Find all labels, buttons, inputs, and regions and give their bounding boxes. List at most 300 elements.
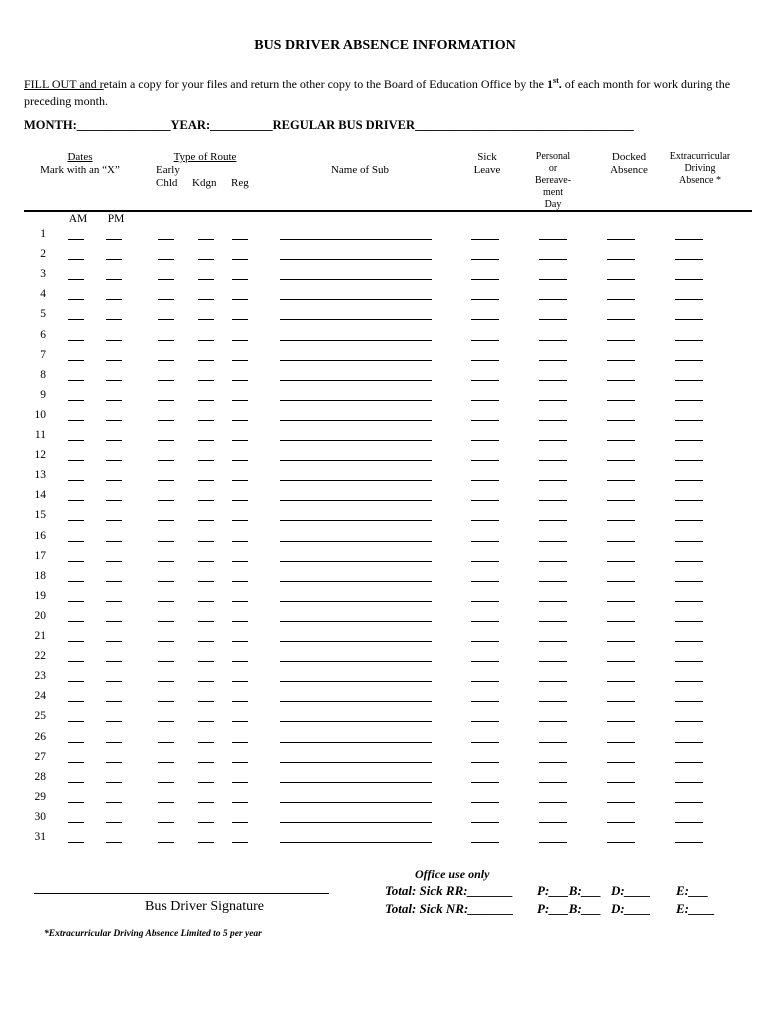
- sick-leave-blank[interactable]: [471, 842, 499, 843]
- personal-blank[interactable]: [539, 641, 567, 642]
- sick-leave-blank[interactable]: [471, 239, 499, 240]
- sub-name-blank[interactable]: [280, 742, 432, 743]
- sick-leave-blank[interactable]: [471, 480, 499, 481]
- personal-blank[interactable]: [539, 822, 567, 823]
- sub-name-blank[interactable]: [280, 460, 432, 461]
- kdgn-blank[interactable]: [198, 701, 214, 702]
- kdgn-blank[interactable]: [198, 400, 214, 401]
- extracurricular-blank[interactable]: [675, 541, 703, 542]
- early-chld-blank[interactable]: [158, 601, 174, 602]
- kdgn-blank[interactable]: [198, 641, 214, 642]
- sub-name-blank[interactable]: [280, 581, 432, 582]
- kdgn-blank[interactable]: [198, 480, 214, 481]
- pm-blank[interactable]: [106, 762, 122, 763]
- signature-line[interactable]: [34, 893, 329, 894]
- early-chld-blank[interactable]: [158, 581, 174, 582]
- extracurricular-blank[interactable]: [675, 701, 703, 702]
- reg-blank[interactable]: [232, 380, 248, 381]
- docked-blank[interactable]: [607, 239, 635, 240]
- early-chld-blank[interactable]: [158, 802, 174, 803]
- am-blank[interactable]: [68, 541, 84, 542]
- reg-blank[interactable]: [232, 742, 248, 743]
- sick-leave-blank[interactable]: [471, 822, 499, 823]
- early-chld-blank[interactable]: [158, 299, 174, 300]
- pm-blank[interactable]: [106, 279, 122, 280]
- pm-blank[interactable]: [106, 239, 122, 240]
- am-blank[interactable]: [68, 661, 84, 662]
- kdgn-blank[interactable]: [198, 460, 214, 461]
- extracurricular-blank[interactable]: [675, 822, 703, 823]
- am-blank[interactable]: [68, 822, 84, 823]
- personal-blank[interactable]: [539, 561, 567, 562]
- reg-blank[interactable]: [232, 802, 248, 803]
- extracurricular-blank[interactable]: [675, 742, 703, 743]
- reg-blank[interactable]: [232, 299, 248, 300]
- extracurricular-blank[interactable]: [675, 360, 703, 361]
- early-chld-blank[interactable]: [158, 340, 174, 341]
- sub-name-blank[interactable]: [280, 762, 432, 763]
- extracurricular-blank[interactable]: [675, 239, 703, 240]
- docked-blank[interactable]: [607, 380, 635, 381]
- pm-blank[interactable]: [106, 319, 122, 320]
- early-chld-blank[interactable]: [158, 319, 174, 320]
- early-chld-blank[interactable]: [158, 460, 174, 461]
- sub-name-blank[interactable]: [280, 641, 432, 642]
- personal-blank[interactable]: [539, 701, 567, 702]
- am-blank[interactable]: [68, 500, 84, 501]
- sub-name-blank[interactable]: [280, 440, 432, 441]
- early-chld-blank[interactable]: [158, 500, 174, 501]
- month-year-driver-line[interactable]: MONTH:_______________YEAR:__________REGULAR BUS DRIVER___________________________________: [24, 118, 634, 132]
- personal-blank[interactable]: [539, 500, 567, 501]
- am-blank[interactable]: [68, 742, 84, 743]
- docked-blank[interactable]: [607, 520, 635, 521]
- personal-blank[interactable]: [539, 340, 567, 341]
- docked-blank[interactable]: [607, 581, 635, 582]
- reg-blank[interactable]: [232, 520, 248, 521]
- docked-blank[interactable]: [607, 762, 635, 763]
- kdgn-blank[interactable]: [198, 360, 214, 361]
- reg-blank[interactable]: [232, 681, 248, 682]
- kdgn-blank[interactable]: [198, 440, 214, 441]
- am-blank[interactable]: [68, 681, 84, 682]
- docked-blank[interactable]: [607, 782, 635, 783]
- docked-blank[interactable]: [607, 842, 635, 843]
- early-chld-blank[interactable]: [158, 239, 174, 240]
- sick-leave-blank[interactable]: [471, 500, 499, 501]
- docked-blank[interactable]: [607, 742, 635, 743]
- pm-blank[interactable]: [106, 520, 122, 521]
- total-rr-extracurricular[interactable]: E:___: [676, 883, 709, 898]
- extracurricular-blank[interactable]: [675, 621, 703, 622]
- docked-blank[interactable]: [607, 259, 635, 260]
- sick-leave-blank[interactable]: [471, 561, 499, 562]
- extracurricular-blank[interactable]: [675, 340, 703, 341]
- kdgn-blank[interactable]: [198, 259, 214, 260]
- extracurricular-blank[interactable]: [675, 520, 703, 521]
- extracurricular-blank[interactable]: [675, 500, 703, 501]
- reg-blank[interactable]: [232, 782, 248, 783]
- pm-blank[interactable]: [106, 641, 122, 642]
- docked-blank[interactable]: [607, 360, 635, 361]
- reg-blank[interactable]: [232, 842, 248, 843]
- personal-blank[interactable]: [539, 681, 567, 682]
- early-chld-blank[interactable]: [158, 641, 174, 642]
- am-blank[interactable]: [68, 239, 84, 240]
- extracurricular-blank[interactable]: [675, 319, 703, 320]
- docked-blank[interactable]: [607, 641, 635, 642]
- kdgn-blank[interactable]: [198, 762, 214, 763]
- am-blank[interactable]: [68, 420, 84, 421]
- extracurricular-blank[interactable]: [675, 782, 703, 783]
- docked-blank[interactable]: [607, 701, 635, 702]
- kdgn-blank[interactable]: [198, 541, 214, 542]
- sub-name-blank[interactable]: [280, 239, 432, 240]
- reg-blank[interactable]: [232, 721, 248, 722]
- personal-blank[interactable]: [539, 802, 567, 803]
- pm-blank[interactable]: [106, 340, 122, 341]
- extracurricular-blank[interactable]: [675, 762, 703, 763]
- pm-blank[interactable]: [106, 701, 122, 702]
- kdgn-blank[interactable]: [198, 420, 214, 421]
- sub-name-blank[interactable]: [280, 822, 432, 823]
- sick-leave-blank[interactable]: [471, 701, 499, 702]
- sub-name-blank[interactable]: [280, 701, 432, 702]
- am-blank[interactable]: [68, 581, 84, 582]
- total-sick-nr[interactable]: Total: Sick NR:_______: [385, 901, 514, 916]
- reg-blank[interactable]: [232, 340, 248, 341]
- reg-blank[interactable]: [232, 661, 248, 662]
- am-blank[interactable]: [68, 762, 84, 763]
- sub-name-blank[interactable]: [280, 541, 432, 542]
- kdgn-blank[interactable]: [198, 380, 214, 381]
- pm-blank[interactable]: [106, 661, 122, 662]
- reg-blank[interactable]: [232, 601, 248, 602]
- early-chld-blank[interactable]: [158, 480, 174, 481]
- sick-leave-blank[interactable]: [471, 621, 499, 622]
- early-chld-blank[interactable]: [158, 742, 174, 743]
- personal-blank[interactable]: [539, 541, 567, 542]
- extracurricular-blank[interactable]: [675, 721, 703, 722]
- docked-blank[interactable]: [607, 440, 635, 441]
- kdgn-blank[interactable]: [198, 581, 214, 582]
- kdgn-blank[interactable]: [198, 742, 214, 743]
- pm-blank[interactable]: [106, 601, 122, 602]
- extracurricular-blank[interactable]: [675, 380, 703, 381]
- am-blank[interactable]: [68, 319, 84, 320]
- sub-name-blank[interactable]: [280, 259, 432, 260]
- early-chld-blank[interactable]: [158, 420, 174, 421]
- total-rr-personal-bereavement[interactable]: P:___B:___: [537, 883, 602, 898]
- kdgn-blank[interactable]: [198, 621, 214, 622]
- sub-name-blank[interactable]: [280, 601, 432, 602]
- docked-blank[interactable]: [607, 541, 635, 542]
- pm-blank[interactable]: [106, 360, 122, 361]
- personal-blank[interactable]: [539, 581, 567, 582]
- early-chld-blank[interactable]: [158, 721, 174, 722]
- am-blank[interactable]: [68, 259, 84, 260]
- kdgn-blank[interactable]: [198, 802, 214, 803]
- sub-name-blank[interactable]: [280, 480, 432, 481]
- am-blank[interactable]: [68, 460, 84, 461]
- sub-name-blank[interactable]: [280, 661, 432, 662]
- reg-blank[interactable]: [232, 360, 248, 361]
- reg-blank[interactable]: [232, 701, 248, 702]
- personal-blank[interactable]: [539, 661, 567, 662]
- early-chld-blank[interactable]: [158, 541, 174, 542]
- personal-blank[interactable]: [539, 460, 567, 461]
- kdgn-blank[interactable]: [198, 520, 214, 521]
- sub-name-blank[interactable]: [280, 520, 432, 521]
- docked-blank[interactable]: [607, 802, 635, 803]
- early-chld-blank[interactable]: [158, 762, 174, 763]
- am-blank[interactable]: [68, 641, 84, 642]
- pm-blank[interactable]: [106, 259, 122, 260]
- early-chld-blank[interactable]: [158, 701, 174, 702]
- reg-blank[interactable]: [232, 259, 248, 260]
- am-blank[interactable]: [68, 561, 84, 562]
- personal-blank[interactable]: [539, 842, 567, 843]
- personal-blank[interactable]: [539, 762, 567, 763]
- early-chld-blank[interactable]: [158, 440, 174, 441]
- total-nr-personal-bereavement[interactable]: P:___B:___: [537, 901, 602, 916]
- extracurricular-blank[interactable]: [675, 420, 703, 421]
- sub-name-blank[interactable]: [280, 561, 432, 562]
- kdgn-blank[interactable]: [198, 319, 214, 320]
- pm-blank[interactable]: [106, 581, 122, 582]
- reg-blank[interactable]: [232, 822, 248, 823]
- sub-name-blank[interactable]: [280, 721, 432, 722]
- sick-leave-blank[interactable]: [471, 340, 499, 341]
- pm-blank[interactable]: [106, 480, 122, 481]
- sub-name-blank[interactable]: [280, 319, 432, 320]
- extracurricular-blank[interactable]: [675, 802, 703, 803]
- extracurricular-blank[interactable]: [675, 259, 703, 260]
- sub-name-blank[interactable]: [280, 360, 432, 361]
- extracurricular-blank[interactable]: [675, 601, 703, 602]
- personal-blank[interactable]: [539, 259, 567, 260]
- pm-blank[interactable]: [106, 500, 122, 501]
- early-chld-blank[interactable]: [158, 561, 174, 562]
- reg-blank[interactable]: [232, 279, 248, 280]
- early-chld-blank[interactable]: [158, 400, 174, 401]
- am-blank[interactable]: [68, 440, 84, 441]
- sick-leave-blank[interactable]: [471, 380, 499, 381]
- pm-blank[interactable]: [106, 440, 122, 441]
- sick-leave-blank[interactable]: [471, 360, 499, 361]
- am-blank[interactable]: [68, 340, 84, 341]
- docked-blank[interactable]: [607, 621, 635, 622]
- extracurricular-blank[interactable]: [675, 641, 703, 642]
- sub-name-blank[interactable]: [280, 420, 432, 421]
- docked-blank[interactable]: [607, 681, 635, 682]
- kdgn-blank[interactable]: [198, 661, 214, 662]
- extracurricular-blank[interactable]: [675, 400, 703, 401]
- early-chld-blank[interactable]: [158, 380, 174, 381]
- pm-blank[interactable]: [106, 561, 122, 562]
- extracurricular-blank[interactable]: [675, 279, 703, 280]
- extracurricular-blank[interactable]: [675, 661, 703, 662]
- early-chld-blank[interactable]: [158, 681, 174, 682]
- personal-blank[interactable]: [539, 782, 567, 783]
- personal-blank[interactable]: [539, 440, 567, 441]
- early-chld-blank[interactable]: [158, 279, 174, 280]
- docked-blank[interactable]: [607, 561, 635, 562]
- personal-blank[interactable]: [539, 380, 567, 381]
- early-chld-blank[interactable]: [158, 782, 174, 783]
- pm-blank[interactable]: [106, 541, 122, 542]
- kdgn-blank[interactable]: [198, 239, 214, 240]
- docked-blank[interactable]: [607, 340, 635, 341]
- sub-name-blank[interactable]: [280, 400, 432, 401]
- am-blank[interactable]: [68, 782, 84, 783]
- personal-blank[interactable]: [539, 621, 567, 622]
- sub-name-blank[interactable]: [280, 500, 432, 501]
- personal-blank[interactable]: [539, 742, 567, 743]
- sick-leave-blank[interactable]: [471, 641, 499, 642]
- kdgn-blank[interactable]: [198, 340, 214, 341]
- docked-blank[interactable]: [607, 661, 635, 662]
- sub-name-blank[interactable]: [280, 279, 432, 280]
- reg-blank[interactable]: [232, 641, 248, 642]
- sick-leave-blank[interactable]: [471, 581, 499, 582]
- personal-blank[interactable]: [539, 239, 567, 240]
- pm-blank[interactable]: [106, 420, 122, 421]
- reg-blank[interactable]: [232, 500, 248, 501]
- docked-blank[interactable]: [607, 480, 635, 481]
- sick-leave-blank[interactable]: [471, 601, 499, 602]
- docked-blank[interactable]: [607, 601, 635, 602]
- reg-blank[interactable]: [232, 420, 248, 421]
- personal-blank[interactable]: [539, 480, 567, 481]
- reg-blank[interactable]: [232, 460, 248, 461]
- reg-blank[interactable]: [232, 440, 248, 441]
- kdgn-blank[interactable]: [198, 299, 214, 300]
- kdgn-blank[interactable]: [198, 601, 214, 602]
- personal-blank[interactable]: [539, 319, 567, 320]
- kdgn-blank[interactable]: [198, 681, 214, 682]
- pm-blank[interactable]: [106, 681, 122, 682]
- sub-name-blank[interactable]: [280, 340, 432, 341]
- early-chld-blank[interactable]: [158, 621, 174, 622]
- pm-blank[interactable]: [106, 380, 122, 381]
- sick-leave-blank[interactable]: [471, 460, 499, 461]
- reg-blank[interactable]: [232, 621, 248, 622]
- sick-leave-blank[interactable]: [471, 520, 499, 521]
- docked-blank[interactable]: [607, 500, 635, 501]
- personal-blank[interactable]: [539, 601, 567, 602]
- sick-leave-blank[interactable]: [471, 440, 499, 441]
- docked-blank[interactable]: [607, 279, 635, 280]
- personal-blank[interactable]: [539, 400, 567, 401]
- extracurricular-blank[interactable]: [675, 460, 703, 461]
- reg-blank[interactable]: [232, 239, 248, 240]
- extracurricular-blank[interactable]: [675, 681, 703, 682]
- am-blank[interactable]: [68, 721, 84, 722]
- personal-blank[interactable]: [539, 721, 567, 722]
- pm-blank[interactable]: [106, 782, 122, 783]
- pm-blank[interactable]: [106, 802, 122, 803]
- docked-blank[interactable]: [607, 299, 635, 300]
- early-chld-blank[interactable]: [158, 661, 174, 662]
- sick-leave-blank[interactable]: [471, 541, 499, 542]
- am-blank[interactable]: [68, 279, 84, 280]
- kdgn-blank[interactable]: [198, 561, 214, 562]
- personal-blank[interactable]: [539, 279, 567, 280]
- extracurricular-blank[interactable]: [675, 299, 703, 300]
- extracurricular-blank[interactable]: [675, 581, 703, 582]
- kdgn-blank[interactable]: [198, 721, 214, 722]
- docked-blank[interactable]: [607, 400, 635, 401]
- extracurricular-blank[interactable]: [675, 440, 703, 441]
- pm-blank[interactable]: [106, 742, 122, 743]
- kdgn-blank[interactable]: [198, 842, 214, 843]
- sick-leave-blank[interactable]: [471, 661, 499, 662]
- personal-blank[interactable]: [539, 420, 567, 421]
- docked-blank[interactable]: [607, 822, 635, 823]
- kdgn-blank[interactable]: [198, 782, 214, 783]
- sub-name-blank[interactable]: [280, 380, 432, 381]
- docked-blank[interactable]: [607, 319, 635, 320]
- am-blank[interactable]: [68, 520, 84, 521]
- reg-blank[interactable]: [232, 480, 248, 481]
- sick-leave-blank[interactable]: [471, 782, 499, 783]
- kdgn-blank[interactable]: [198, 279, 214, 280]
- docked-blank[interactable]: [607, 460, 635, 461]
- kdgn-blank[interactable]: [198, 822, 214, 823]
- pm-blank[interactable]: [106, 822, 122, 823]
- early-chld-blank[interactable]: [158, 360, 174, 361]
- personal-blank[interactable]: [539, 299, 567, 300]
- am-blank[interactable]: [68, 802, 84, 803]
- reg-blank[interactable]: [232, 581, 248, 582]
- pm-blank[interactable]: [106, 621, 122, 622]
- docked-blank[interactable]: [607, 420, 635, 421]
- extracurricular-blank[interactable]: [675, 561, 703, 562]
- am-blank[interactable]: [68, 701, 84, 702]
- total-nr-extracurricular[interactable]: E:____: [676, 901, 715, 916]
- sick-leave-blank[interactable]: [471, 681, 499, 682]
- sub-name-blank[interactable]: [280, 802, 432, 803]
- total-nr-docked[interactable]: D:____: [611, 901, 651, 916]
- sick-leave-blank[interactable]: [471, 299, 499, 300]
- sick-leave-blank[interactable]: [471, 259, 499, 260]
- sick-leave-blank[interactable]: [471, 742, 499, 743]
- reg-blank[interactable]: [232, 319, 248, 320]
- sub-name-blank[interactable]: [280, 299, 432, 300]
- sick-leave-blank[interactable]: [471, 721, 499, 722]
- am-blank[interactable]: [68, 299, 84, 300]
- personal-blank[interactable]: [539, 360, 567, 361]
- am-blank[interactable]: [68, 842, 84, 843]
- personal-blank[interactable]: [539, 520, 567, 521]
- kdgn-blank[interactable]: [198, 500, 214, 501]
- am-blank[interactable]: [68, 480, 84, 481]
- pm-blank[interactable]: [106, 842, 122, 843]
- extracurricular-blank[interactable]: [675, 480, 703, 481]
- early-chld-blank[interactable]: [158, 259, 174, 260]
- am-blank[interactable]: [68, 360, 84, 361]
- sick-leave-blank[interactable]: [471, 420, 499, 421]
- sub-name-blank[interactable]: [280, 782, 432, 783]
- early-chld-blank[interactable]: [158, 520, 174, 521]
- early-chld-blank[interactable]: [158, 822, 174, 823]
- extracurricular-blank[interactable]: [675, 842, 703, 843]
- sub-name-blank[interactable]: [280, 681, 432, 682]
- sick-leave-blank[interactable]: [471, 279, 499, 280]
- pm-blank[interactable]: [106, 460, 122, 461]
- reg-blank[interactable]: [232, 541, 248, 542]
